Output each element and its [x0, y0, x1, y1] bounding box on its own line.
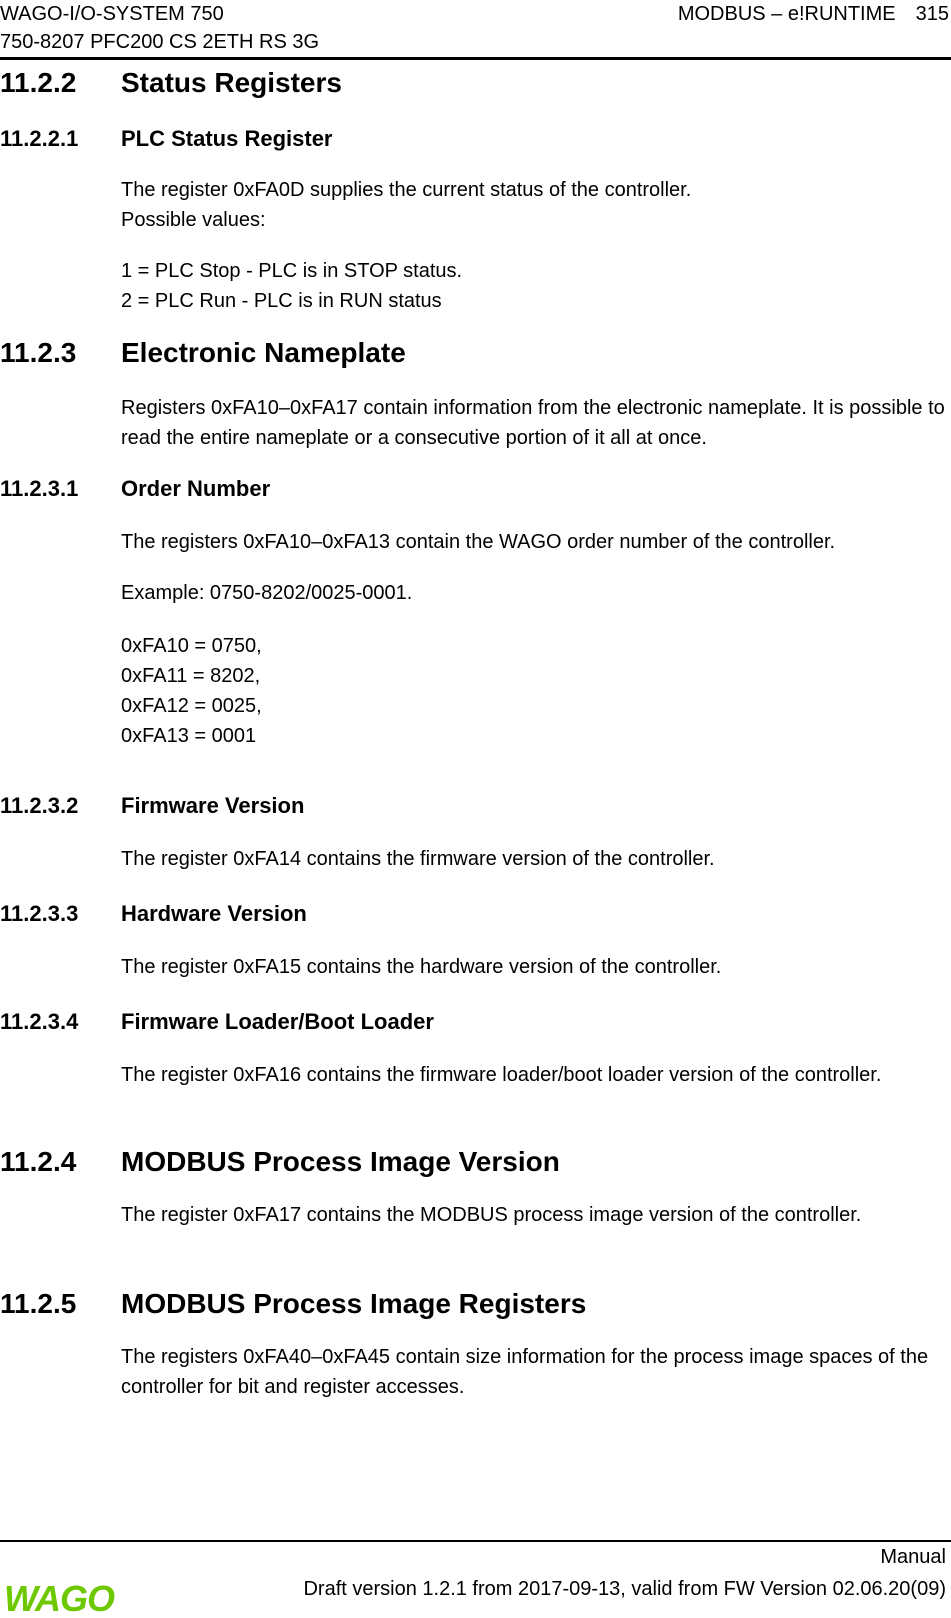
list-item: 0xFA12 = 0025,: [121, 695, 262, 717]
text-line: The register 0xFA0D supplies the current status of the controller.: [121, 179, 692, 201]
wago-logo-text: WAGO: [4, 1578, 114, 1616]
heading-title: Order Number: [121, 476, 271, 501]
heading-number: 11.2.3.2: [0, 793, 79, 818]
heading-number: 11.2.5: [0, 1288, 77, 1319]
text-line: Possible values:: [121, 209, 266, 231]
heading-hardware-version: [0, 900, 307, 928]
paragraph: The register 0xFA17 contains the MODBUS process image version of the controller.: [121, 1204, 862, 1226]
heading-order-number: [0, 475, 270, 503]
heading-title: Firmware Version: [121, 793, 305, 818]
heading-number: 11.2.2: [0, 67, 77, 98]
heading-modbus-process-image-registers: [0, 1287, 586, 1321]
list-item: 0xFA11 = 8202,: [121, 665, 261, 687]
list-item: 1 = PLC Stop - PLC is in STOP status.: [121, 260, 463, 282]
heading-title: Hardware Version: [121, 901, 307, 926]
header-product-line: WAGO-I/O-SYSTEM 750: [0, 3, 224, 25]
heading-electronic-nameplate: [0, 336, 406, 370]
paragraph: The register 0xFA15 contains the hardware version of the controller.: [121, 956, 722, 978]
heading-firmware-version: [0, 792, 304, 820]
heading-title: Electronic Nameplate: [121, 337, 406, 368]
heading-status-registers: [0, 66, 342, 100]
paragraph: The registers 0xFA40–0xFA45 contain size information for the process image spaces of the controller for bit and register accesses.: [121, 1346, 929, 1398]
header-device-name: 750-8207 PFC200 CS 2ETH RS 3G: [0, 31, 320, 53]
register-values-list: [121, 631, 949, 751]
paragraph: [121, 175, 949, 235]
running-header-left: [0, 0, 319, 56]
footer-version-info: Draft version 1.2.1 from 2017-09-13, valid from FW Version 02.06.20(09): [303, 1578, 946, 1600]
heading-title: Firmware Loader/Boot Loader: [121, 1009, 434, 1034]
paragraph: The registers 0xFA10–0xFA13 contain the WAGO order number of the controller.: [121, 531, 836, 553]
heading-number: 11.2.3.3: [0, 901, 79, 926]
list-item: 0xFA10 = 0750,: [121, 635, 262, 657]
heading-number: 11.2.4: [0, 1146, 77, 1177]
paragraph: The register 0xFA16 contains the firmware loader/boot loader version of the controller.: [121, 1064, 882, 1086]
running-header-right: [678, 0, 949, 28]
wago-logo: [2, 1578, 122, 1616]
heading-firmware-loader: [0, 1008, 434, 1036]
heading-title: PLC Status Register: [121, 126, 333, 151]
heading-title: Status Registers: [121, 67, 342, 98]
heading-number: 11.2.3.1: [0, 476, 79, 501]
status-values-list: [121, 256, 949, 316]
paragraph: The register 0xFA14 contains the firmware version of the controller.: [121, 848, 715, 870]
footer-rule: [0, 1540, 951, 1542]
heading-title: MODBUS Process Image Registers: [121, 1288, 587, 1319]
heading-number: 11.2.3: [0, 337, 77, 368]
heading-number: 11.2.3.4: [0, 1009, 79, 1034]
page-number: 315: [915, 3, 949, 25]
paragraph: Registers 0xFA10–0xFA17 contain information from the electronic nameplate. It is possible to read the entire nameplate or a consecutive portion of it all at once.: [121, 397, 945, 449]
heading-plc-status-register: [0, 125, 333, 153]
paragraph: Example: 0750-8202/0025-0001.: [121, 582, 413, 604]
header-rule: [0, 57, 951, 60]
heading-modbus-process-image-version: [0, 1145, 560, 1179]
list-item: 2 = PLC Run - PLC is in RUN status: [121, 290, 442, 312]
footer-document-type: Manual: [880, 1546, 946, 1568]
list-item: 0xFA13 = 0001: [121, 725, 257, 747]
heading-title: MODBUS Process Image Version: [121, 1146, 560, 1177]
header-section-title: MODBUS – e!RUNTIME: [677, 3, 896, 25]
heading-number: 11.2.2.1: [0, 126, 79, 151]
